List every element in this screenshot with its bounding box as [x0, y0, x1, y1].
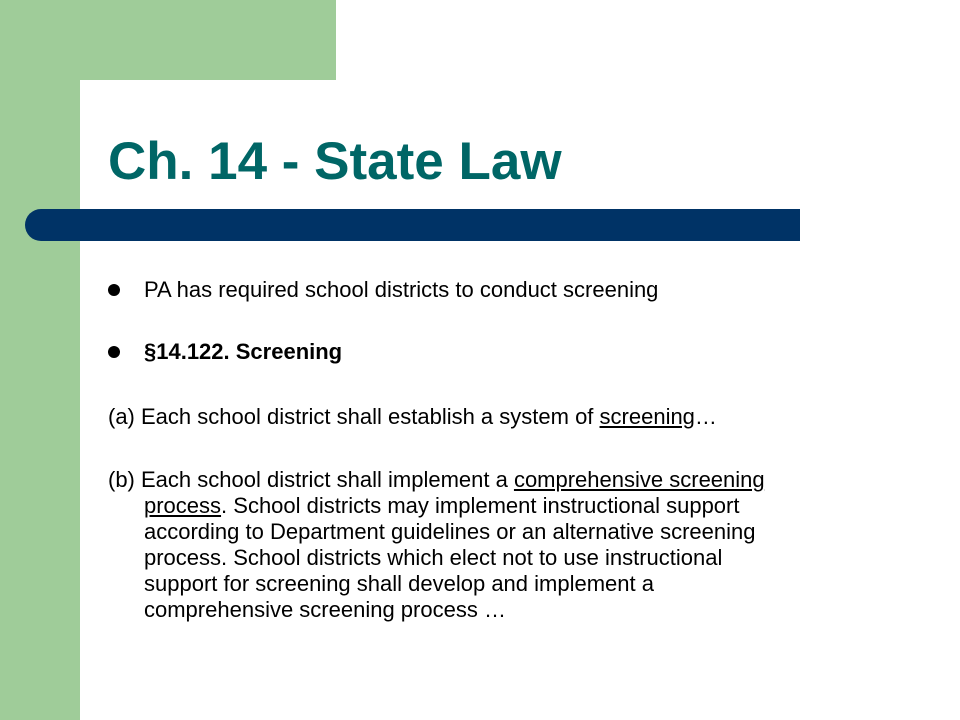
bullet-text: PA has required school districts to conduct screening — [144, 277, 659, 302]
paragraph-b-line-4: process. School districts which elect not to use instructional — [144, 545, 723, 570]
paragraph-a-suffix: … — [694, 404, 717, 429]
section-heading: §14.122. Screening — [144, 339, 343, 364]
paragraph-a-prefix: (a) Each school district shall establish a system of — [108, 404, 600, 429]
paragraph-b-line-1 — [108, 467, 928, 493]
paragraph-b-line-2 — [108, 493, 928, 519]
top-green-block — [80, 0, 336, 80]
screening-link[interactable]: screening — [599, 404, 695, 429]
paragraph-b-line-6: comprehensive screening process … — [144, 597, 506, 622]
slide-title: Ch. 14 - State Law — [108, 132, 562, 191]
title-underline-bar — [25, 209, 800, 241]
paragraph-b-line-2-text: . School districts may implement instructional support — [221, 493, 740, 518]
bullet-dot-icon — [108, 346, 120, 358]
bullet-dot-icon — [108, 284, 120, 296]
paragraph-b — [108, 467, 928, 623]
paragraph-b-line-3: according to Department guidelines or an alternative screening — [144, 519, 756, 544]
left-green-band — [0, 0, 80, 720]
bullet-text — [144, 339, 342, 365]
process-link[interactable]: process — [144, 493, 222, 518]
paragraph-b-line-5: support for screening shall develop and implement a — [144, 571, 654, 596]
comprehensive-screening-link[interactable]: comprehensive screening — [513, 467, 765, 492]
paragraph-a-line — [108, 404, 928, 430]
paragraph-b-prefix: (b) Each school district shall implement a — [108, 467, 514, 492]
paragraph-a — [108, 404, 928, 430]
